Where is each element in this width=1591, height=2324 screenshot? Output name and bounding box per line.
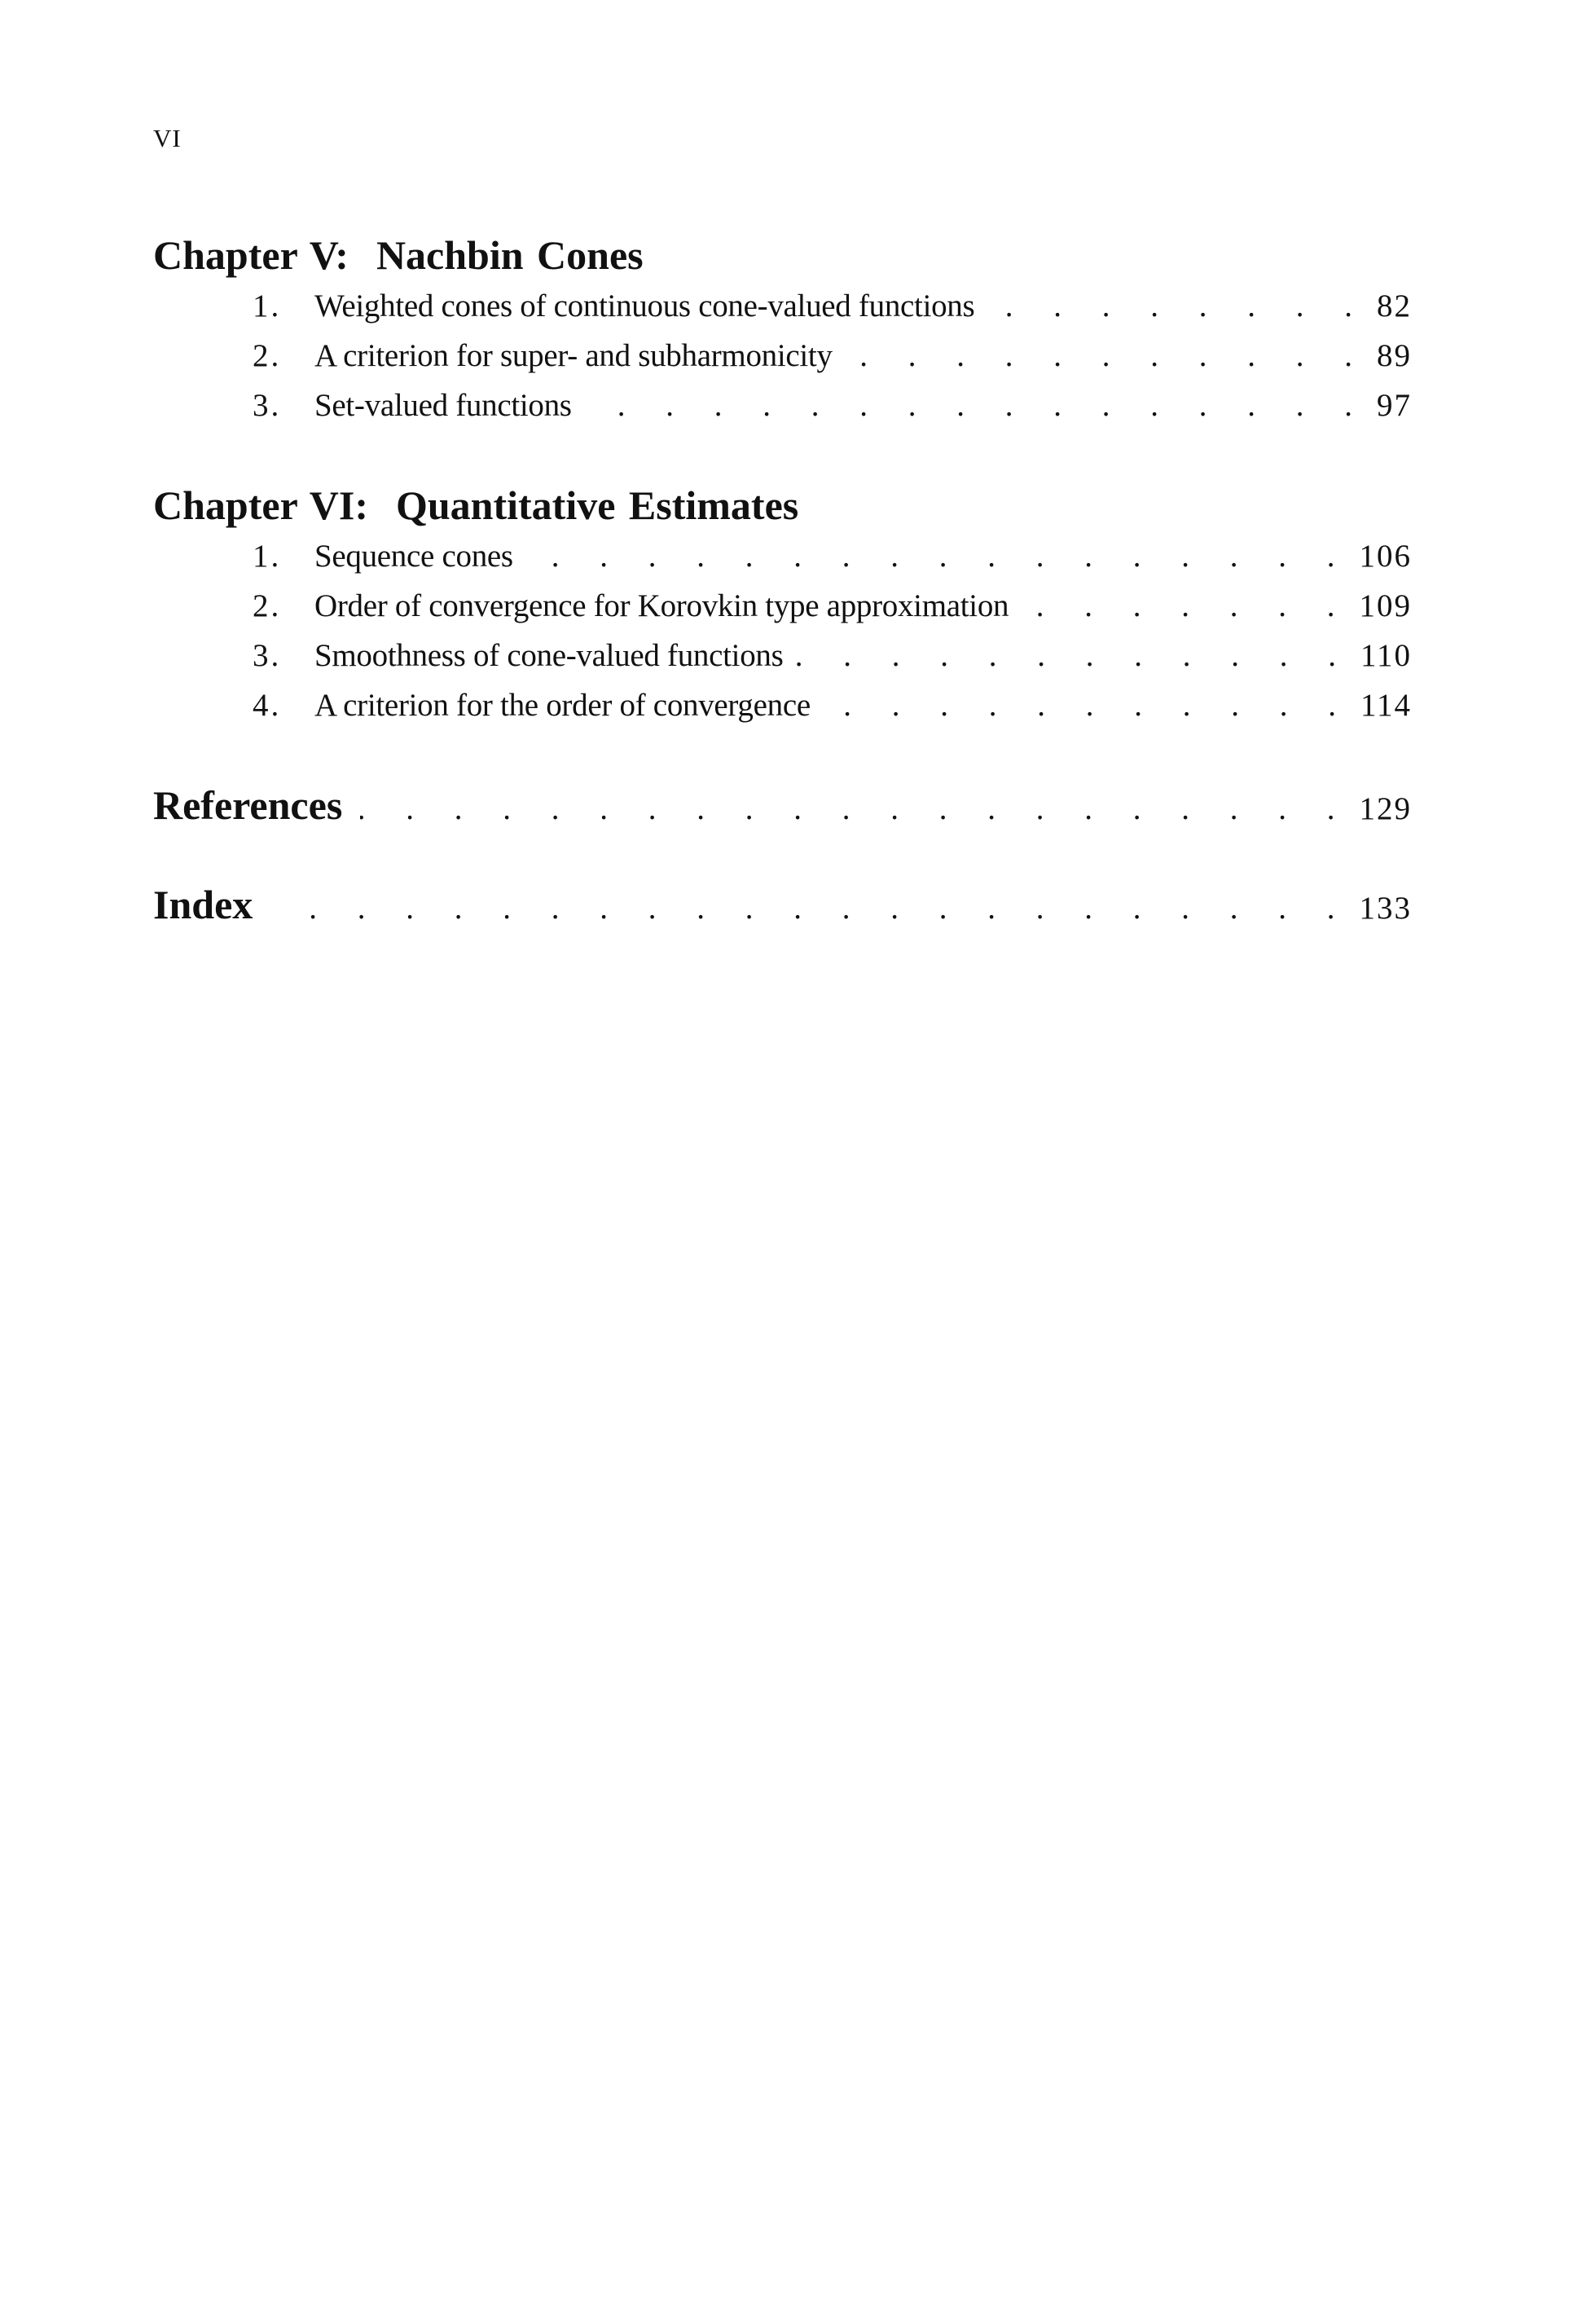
section-number: 3. xyxy=(253,638,282,673)
section-title: A criterion for the order of convergence xyxy=(314,688,811,723)
section-title: Sequence cones xyxy=(314,539,513,574)
section-title: A criterion for super- and subharmonicity xyxy=(314,338,833,373)
chapter-number: VI: xyxy=(309,482,368,528)
chapter-title: Quantitative Estimates xyxy=(395,482,799,528)
toc-index[interactable] xyxy=(153,880,1412,929)
page-ref: 89 xyxy=(1377,338,1412,373)
chapter-number: V: xyxy=(309,232,349,278)
chapter-heading xyxy=(153,231,1412,279)
page-ref: 82 xyxy=(1377,288,1412,324)
dot-leader xyxy=(580,381,1369,430)
dot-leader xyxy=(819,680,1352,730)
toc-chapter-vi xyxy=(153,481,1412,730)
page-ref: 129 xyxy=(1359,791,1412,826)
dot-leader xyxy=(1017,581,1351,631)
section-title: Weighted cones of continuous cone-valued functions xyxy=(314,288,975,324)
section-number: 1. xyxy=(253,539,282,574)
chapter-label: Chapter xyxy=(153,232,298,278)
toc-entry[interactable] xyxy=(153,381,1412,430)
page-ref: 109 xyxy=(1359,588,1412,623)
toc-entry[interactable] xyxy=(153,631,1412,680)
section-number: 2. xyxy=(253,588,282,623)
page-ref: 110 xyxy=(1360,638,1412,673)
dot-leader xyxy=(791,631,1351,680)
page-ref: 106 xyxy=(1359,539,1412,574)
page-ref: 97 xyxy=(1377,388,1412,423)
chapter-label: Chapter xyxy=(153,482,298,528)
toc-entry[interactable] xyxy=(153,531,1412,581)
section-number: 3. xyxy=(253,388,282,423)
section-number: 1. xyxy=(253,288,282,324)
page-number: VI xyxy=(153,124,182,152)
section-list xyxy=(153,531,1412,730)
page-ref: 114 xyxy=(1360,688,1412,723)
page-ref: 133 xyxy=(1359,891,1412,926)
dot-leader xyxy=(521,531,1351,581)
toc-chapter-v xyxy=(153,231,1412,430)
section-title: Set-valued functions xyxy=(314,388,572,423)
chapter-title: Nachbin Cones xyxy=(376,232,644,278)
chapter-heading xyxy=(153,481,1412,530)
toc-entry[interactable] xyxy=(153,581,1412,631)
section-number: 2. xyxy=(253,338,282,373)
index-title: Index xyxy=(153,882,253,927)
dot-leader xyxy=(982,281,1369,331)
section-title: Smoothness of cone-valued functions xyxy=(314,638,784,673)
section-number: 4. xyxy=(253,688,282,723)
dot-leader xyxy=(360,790,1351,827)
dot-leader xyxy=(270,890,1351,927)
toc-entry[interactable] xyxy=(153,680,1412,730)
toc-references[interactable] xyxy=(153,781,1412,830)
section-title: Order of convergence for Korovkin type approximation xyxy=(314,588,1009,623)
section-list xyxy=(153,281,1412,430)
toc-entry[interactable] xyxy=(153,281,1412,331)
dot-leader xyxy=(841,331,1369,381)
references-title: References xyxy=(153,782,343,828)
toc-entry[interactable] xyxy=(153,331,1412,381)
